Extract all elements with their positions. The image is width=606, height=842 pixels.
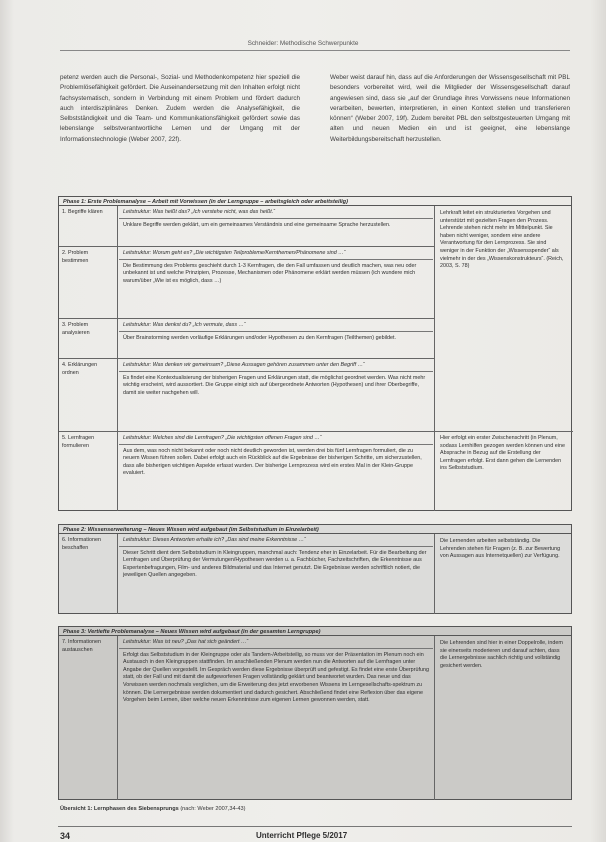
step-3-label: 3. Problem analysieren <box>62 322 90 336</box>
step-4-content: Leitstruktur: Was denken wir gemeinsam? „Diese Aussagen gehören zusammen unter den Begriff …“ Es findet eine Kontextualisierung der bisherigen Fragen und Erklärungen statt, die möglichst geordnet werden. Was nicht mehr wichtig erscheint, wird aussortiert. Die Gruppe einigt sich auf übergeordnete Antworten (Hypothesen) und ihrer Oberbegriffe, damit sie weiter nachgehen will. <box>119 361 433 400</box>
phase-3-teacher-note: Die Lehrenden sind hier in einer Doppelrolle, indem sie einerseits moderieren und darauf achten, dass die Lernergebnisse sachlich richtig und vollständig gesichert werden. <box>440 640 563 669</box>
step-2-content: Leitstruktur: Worum geht es? „Die wichtigsten Teilprobleme/Kernthemen/Phänomene sind …“ Die Bestimmung des Problems geschieht durch 1-3 Kernfragen, die den Fall umfassen und deutlich machen, was neu oder unbekannt ist und welche Prinzipien, Prozesse, Mechanismen oder Phänomene erklärt werden müssen (ich wundere mich warum/über „Wie ist es möglich, dass …) <box>119 249 433 288</box>
step-3-content: Leitstruktur: Was denkst du? „Ich vermute, dass …“ Über Brainstorming werden vorläufige Erklärungen und/oder Hypothesen zu den Kernfragen (Teilthemen) gebildet. <box>119 321 433 345</box>
phase-2-heading: Phase 2: Wissenserweiterung – Neues Wissen wird aufgebaut (im Selbststudium in Einzelarbeit) <box>58 524 572 534</box>
step-7-label: 7. Informationen austauschen <box>62 639 101 653</box>
step-1-label: 1. Begriffe klären <box>62 209 103 215</box>
header-rule <box>60 50 570 51</box>
phase-1-heading: Phase 1: Erste Problemanalyse – Arbeit mit Vorwissen (in der Lerngruppe – arbeitsgleich oder arbeitsteilig) <box>58 196 572 206</box>
phase-1-teacher-note: Lehrkraft leitet ein strukturiertes Vorgehen und unterstützt mit gezielten Fragen den Prozess. Lehrende stehen nicht mehr im Mittelpunkt. Sie haben nicht weniger, sondern eine andere Verantwortung für den Lernprozess. Sie sind weniger in der Funktion der „Wissensspender“ als vielmehr in der des „Wissenskonstrukteurs“. (Reich, 2003, S. 78) <box>440 210 564 270</box>
step-6-label: 6. Informationen beschaffen <box>62 537 101 551</box>
footer-rule <box>58 826 572 827</box>
step-7-content: Leitstruktur: Was ist neu? „Das hat sich geändert …“ Erfolgt das Selbststudium in der Kleingruppe oder als Tandem-/Arbeitsteilig, so muss vor der Präsentation im Plenum noch ein Austausch in den Kleingruppen stattfinden. Im anschließenden Plenum werden nun die Antworten auf die Lernfragen unter Angabe der Quellen vorgestellt. Im Gespräch werden diese Ergebnisse überprüft und gefestigt. Es findet eine erste Überprüfung statt, ob der Fall und mit damit die aufgeworfenen Fragen vollständig geklärt und beantwortet wurden. Das neue und das Vorwissen werden nochmals verglichen, um die Erweiterung des jetzt erworbenen Wissens im Lerngesellschafts-spektrum zu können. Die Lernergebnisse werden dokumentiert und dadurch gesichert. Abschließend findet eine Reflexion über das eigene Vorgehen beim Lernen, über welche neuen Erkenntnisse zum eigenen Lernen gewonnen werden, statt. <box>119 638 433 708</box>
phase-1-body <box>58 206 572 511</box>
step-2-label: 2. Problem bestimmen <box>62 250 89 264</box>
right-column-text: Weber weist darauf hin, dass auf die Anforderungen der Wissensgesellschaft mit PBL besonders vorbereitet wird, weil die Mitglieder der Wissensgesellschaft darauf angewiesen sind, dass sie „auf der Grundlage ihres Vorwissens neue Informationen verarbeiten, bewerten, interpretieren, in einen Kontext stellen und transferieren können“ (Weber 2007, 19f). Zudem bereitet PBL den selbstgesteuerten Umgang mit alten und neuen Medien ein und ist geeignet, eine lebenslange Weiterbildungsbereitschaft herzustellen. <box>330 74 570 143</box>
overview-table <box>58 196 572 828</box>
journal-footer: Unterricht Pflege 5/2017 <box>256 831 348 840</box>
phase-2-body <box>58 534 572 614</box>
running-head: Schneider: Methodische Schwerpunkte <box>247 40 359 47</box>
left-column-text: petenz werden auch die Personal-, Sozial- und Methodenkompetenz hier speziell die Problemlösefähigkeit gefördert. Die Auseinandersetzung mit den Inhalten erfolgt nicht fachsystematisch, sondern in Verbindung mit einem Problem und fördert dadurch auch interdisziplinäres Denken. Zudem werden die Analysefähigkeit, die Selbstständigkeit und die Team- und Kommunikationsfähigkeit gefördert sowie das lebenslange selbstverantwortliche Lernen und der Umgang mit der Informationstechnologie (Weber 2007, 22f). <box>60 74 300 143</box>
page-number: 34 <box>60 831 71 841</box>
step-4-label: 4. Erklärungen ordnen <box>62 362 98 376</box>
table-caption: Übersicht 1: Lernphasen des Siebensprungs (nach: Weber 2007,34-43) <box>60 806 246 812</box>
step-6-content: Leitstruktur: Dieses Antworten erhalte ich? „Das sind meine Erkenntnisse …“ Dieser Schritt dient dem Selbststudium in Kleingruppen, manchmal auch: Tendenz eher in Einzelarbeit. Für die Bearbeitung der Lernfragen und Überprüfung der Vermutungen/Hypothesen werden u. a. Fachbücher, Fachzeitschriften, die Erkenntnisse aus Expertenbefragungen, Film- und anderes Bildmaterial und das Internet genutzt. Die Ergebnisse werden schriftlich notiert, die jeweiligen Quellen angegeben. <box>119 536 433 583</box>
step-5-content: Leitstruktur: Welches sind die Lernfragen? „Die wichtigsten offenen Fragen sind …“ Aus dem, was noch nicht bekannt oder noch nicht deutlich geworden ist, werden drei bis fünf Lernfragen formuliert, die zu neuem Wissen führen sollen. Dabei erfolgt auch ein Rückblick auf die Ergebnisse der bisherigen Schritte, um sicherzustellen, dass alle bisherigen wichtigen Aspekte erfasst wurden. Der bisherige Lernprozess wird ein erstes Mal in der Klein-Gruppe evaluiert. <box>119 434 433 481</box>
step-1-content: Leitstruktur: Was heißt das? „Ich verstehe nicht, was das heißt.“ Unklare Begriffe werden geklärt, um ein gemeinsames Verständnis und eine gemeinsame Sprache herzustellen. <box>119 208 433 232</box>
caption-source: (nach: Weber 2007,34-43) <box>180 806 246 812</box>
phase-3-heading: Phase 3: Vertiefte Problemanalyse – Neues Wissen wird aufgebaut (in der gesamten Lerngruppe) <box>58 626 572 636</box>
phase-3-body <box>58 636 572 800</box>
phase-2-teacher-note: Die Lernenden arbeiten selbstständig. Die Lehrenden stehen für Fragen (z. B. zur Bewertung von Aussagen aus Internetquellen) zur Verfügung. <box>440 538 561 560</box>
phase-1-interim-note: Hier erfolgt ein erster Zwischenschritt (in Plenum, sodass Lernhilfen gezogen werden können und eine Absprache in Bezug auf die Erstellung der Lernfragen erfolgt. Erst dann gehen die Lernenden ins Selbststudium. <box>440 435 565 472</box>
step-5-label: 5. Lernfragen formulieren <box>62 435 95 449</box>
